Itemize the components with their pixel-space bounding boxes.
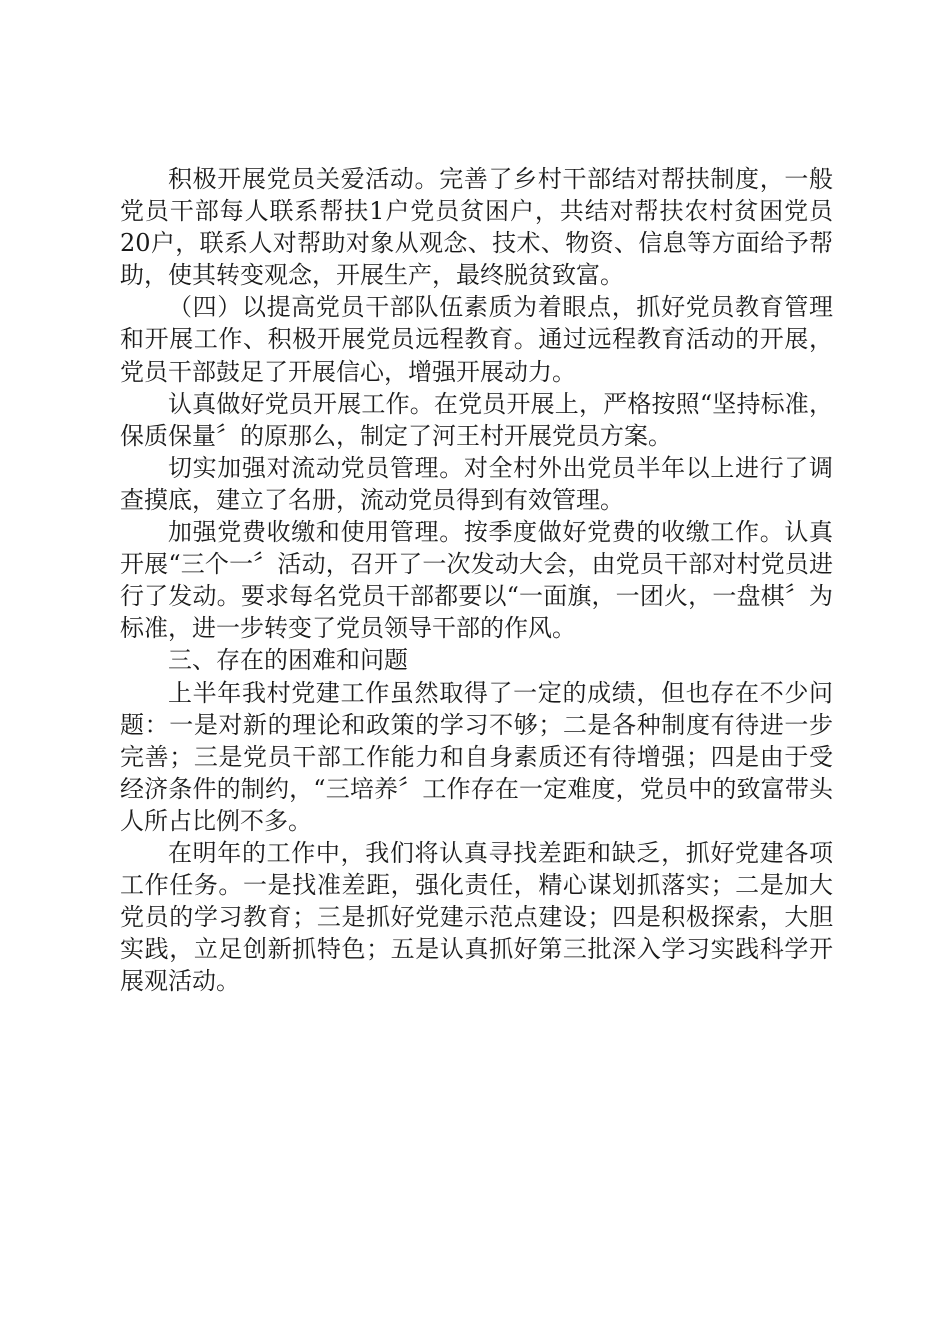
paragraph-education-management: （四）以提高党员干部队伍素质为着眼点，抓好党员教育管理和开展工作、积极开展党员远程教育。通过远程教育活动的开展，党员干部鼓足了开展信心，增强开展动力。 <box>120 293 833 386</box>
section-heading-problems: 三、存在的困难和问题 <box>168 646 408 675</box>
paragraph-next-year-plan: 在明年的工作中，我们将认真寻找差距和缺乏，抓好党建各项工作任务。一是找准差距，强化责任，精心谋划抓落实；二是加大党员的学习教育；三是抓好党建示范点建设；四是积极探索，大胆实践，立足创新抓特色；五是认真抓好第三批深入学习实践科学开展观活动。 <box>120 838 833 996</box>
paragraph-party-dues: 加强党费收缴和使用管理。按季度做好党费的收缴工作。认真开展“三个一〞活动，召开了一次发动大会，由党员干部对村党员进行了发动。要求每名党员干部都要以“一面旗，一团火，一盘棋〞为标准，进一步转变了党员领导干部的作风。 <box>120 518 833 643</box>
paragraph-member-development: 认真做好党员开展工作。在党员开展上，严格按照“坚持标准，保质保量〞的原那么，制定了河王村开展党员方案。 <box>120 389 833 450</box>
paragraph-mobile-members: 切实加强对流动党员管理。对全村外出党员半年以上进行了调查摸底，建立了名册，流动党员得到有效管理。 <box>120 453 833 514</box>
paragraph-problems: 上半年我村党建工作虽然取得了一定的成绩，但也存在不少问题：一是对新的理论和政策的学习不够；二是各种制度有待进一步完善；三是党员干部工作能力和自身素质还有待增强；四是由于受经济条件的制约，“三培养〞工作存在一定难度，党员中的致富带头人所占比例不多。 <box>120 678 833 835</box>
paragraph-party-care: 积极开展党员关爱活动。完善了乡村干部结对帮扶制度，一般党员干部每人联系帮扶1户党员贫困户，共结对帮扶农村贫困党员20户，联系人对帮助对象从观念、技术、物资、信息等方面给予帮助，使其转变观念，开展生产，最终脱贫致富。 <box>120 165 833 290</box>
document-body <box>120 163 833 997</box>
